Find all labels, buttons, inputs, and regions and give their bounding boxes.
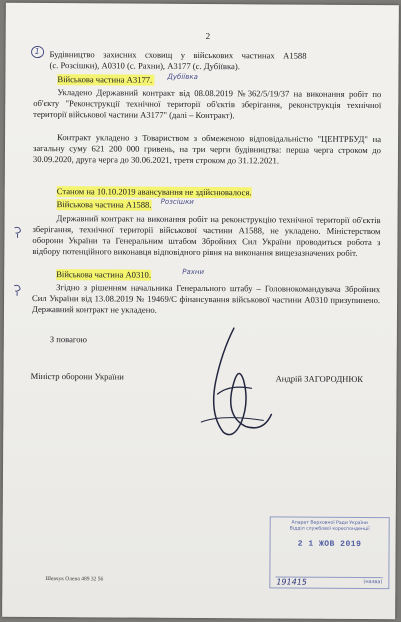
stamp-date: 2 1 ЖОВ 2019 [297,539,362,549]
unit-a0310-paragraph: Згідно з рішенням начальника Генерального штабу – Головнокомандувача Збройних Сил України від 13.08.2019 № 19469/С фінансування військової частини А0310 призупинено. Державний контракт не укладено. [31,282,381,315]
unit-a3177-contract-paragraph: Укладено Державний контракт від 08.08.2019 №362/5/19/37 на виконання робіт по об'єкту "Реконструкції технічної території об'єктів зберігання, реконструкція технічної території військової частини А3177" (далі – Контракт). [33,87,382,121]
registration-stamp [269,516,389,589]
stamp-registration-number: 191415 [276,577,307,587]
signatory-position: Міністр оборони України [30,370,124,382]
unit-a3177-heading: Військова частина А3177. [57,74,153,85]
signatory-name: Андрій ЗАГОРОДНЮК [275,373,364,384]
unit-a0310-heading: Військова частина А0310. [56,269,152,280]
executor-footer: Шевчук Олена 489 32 56 [45,576,104,583]
margin-mark-icon-2 [12,283,24,297]
margin-mark-icon [12,225,24,239]
page-number: 2 [205,31,211,42]
handwritten-note-dubiivka: Дубіївка [167,72,198,81]
unit-a1588-paragraph: Державний контракт на виконання робіт на реконструкцію технічної території об'єктів зберігання, технічної території військової частини А1588, не укладено. Міністерством оборони України та Генеральним штабом Збройних Сил України проводиться робота з відбору потенційного виконавця відповідного рівня на виконання вищезазначених робіт. [32,213,381,258]
handwritten-note-rakhny: Рахни [182,267,205,277]
handwritten-note-rozsishky: Розсішки [160,197,194,206]
item1-title-line2: (с. Розсішки), А0310 (с. Рахни), А3177 (с. Дубіївка). [49,60,240,72]
stamp-label: (назва) [363,579,383,586]
unit-a3177-advance-status: Станом на 10.10.2019 авансування не здійснювалося. [56,186,252,198]
stamp-line2: Відділ службової кореспонденції [289,526,370,533]
closing-regards: З повагою [49,334,87,345]
stamp-line1: Апарат Верховної Ради України [291,520,368,527]
handwritten-item-number: 1 [34,46,40,57]
document-page [2,3,399,619]
item1-title-line1: Будівництво захисних сховищ у військових частинах А1588 [49,49,307,61]
unit-a1588-heading: Військова частина А1588. [56,199,152,210]
unit-a3177-contractor-paragraph: Контракт укладено з Товариством з обмеженою відповідальністю "ЦЕНТРБУД" на загальну суму 621 200 000 гривень, на три черги будівництва: перша черга строком до 30.09.2020, друга черга до 30.06.2021, третя строком до 31.12.2021. [32,132,382,166]
signature-icon [171,322,282,443]
